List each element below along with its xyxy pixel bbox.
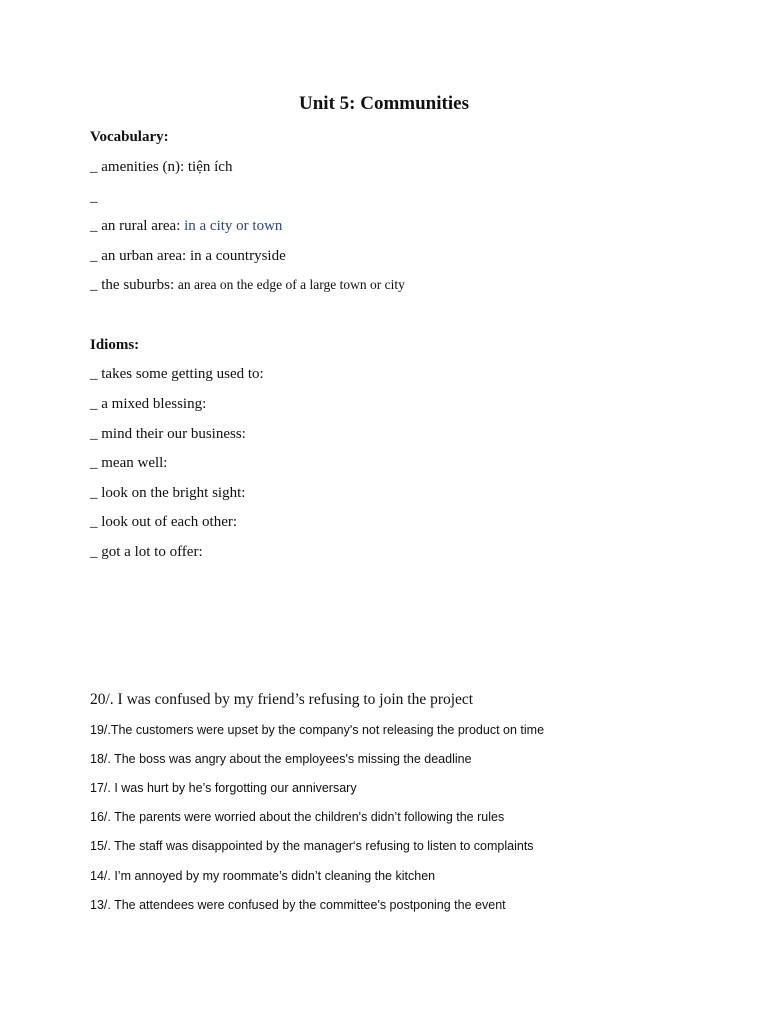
vocab-term: _ an rural area: — [90, 218, 185, 234]
vocab-definition: an area on the edge of a large town or city — [177, 277, 405, 292]
idiom-item: _ takes some getting used to: — [90, 366, 264, 382]
sentence-item: 14/. I’m annoyed by my roommate’s didn’t cleaning the kitchen — [90, 869, 436, 883]
vocab-definition: in a city or town — [184, 218, 283, 234]
page-title: Unit 5: Communities — [299, 93, 469, 114]
vocab-item-empty — [90, 189, 98, 206]
sentence-item: 13/. The attendees were confused by the committee's postponing the event — [90, 898, 506, 912]
vocab-term: _ amenities (n): — [90, 159, 188, 175]
sentence-item: 16/. The parents were worried about the children's didn’t following the rules — [90, 810, 505, 824]
idiom-item: _ a mixed blessing: — [90, 396, 207, 412]
idioms-heading: Idioms: — [90, 337, 140, 353]
idiom-item: _ look on the bright sight: — [90, 485, 246, 501]
sentence-item: 17/. I was hurt by he’s forgotting our anniversary — [90, 781, 357, 795]
idiom-item: _ got a lot to offer: — [90, 544, 203, 560]
vocab-definition: in a countryside — [189, 248, 286, 264]
vocab-item-suburbs — [90, 277, 405, 294]
vocab-item-amenities — [90, 159, 232, 176]
sentence-item: 20/. I was confused by my friend’s refusing to join the project — [90, 691, 474, 708]
vocab-term: _ the suburbs: — [90, 277, 178, 293]
idiom-item: _ mind their our business: — [90, 426, 246, 442]
vocab-item-rural — [90, 218, 282, 235]
sentence-item: 19/.The customers were upset by the company's not releasing the product on time — [90, 723, 545, 737]
vocab-term: _ an urban area: — [90, 248, 190, 264]
vocab-definition: tiện ích — [187, 159, 233, 175]
vocab-term: _ — [90, 189, 98, 205]
vocab-item-urban — [90, 248, 286, 265]
sentence-item: 18/. The boss was angry about the employees's missing the deadline — [90, 752, 472, 766]
idiom-item: _ mean well: — [90, 455, 168, 471]
vocabulary-heading: Vocabulary: — [90, 129, 169, 145]
sentence-item: 15/. The staff was disappointed by the manager‘s refusing to listen to complaints — [90, 839, 534, 853]
idiom-item: _ look out of each other: — [90, 514, 238, 530]
